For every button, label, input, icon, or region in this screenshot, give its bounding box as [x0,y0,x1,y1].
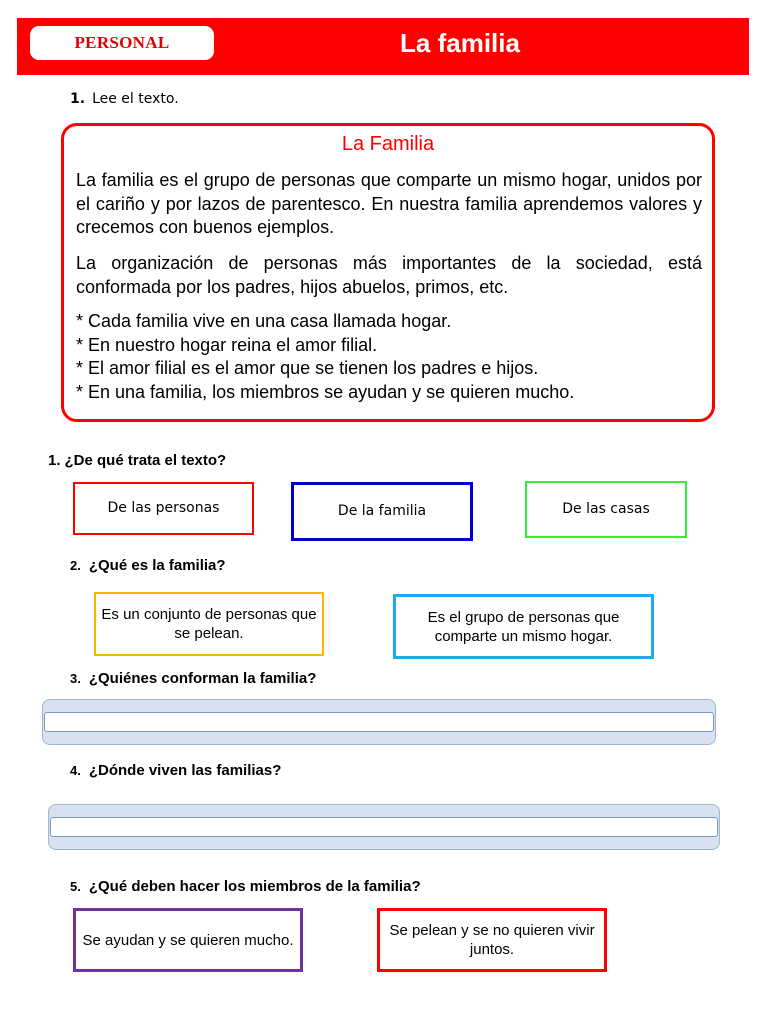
answer-option[interactable]: De las personas [73,482,254,535]
answer-line-input[interactable] [50,817,718,837]
page-title: La familia [400,28,520,58]
question-number: 1. [48,452,61,469]
answer-option[interactable]: Se pelean y se no quieren vivir juntos. [377,908,607,972]
question-text: ¿De qué trata el texto? [64,452,227,469]
question-number: 2. [70,558,81,573]
question-1 [48,452,226,469]
answer-option[interactable]: De las casas [525,481,687,538]
instruction [70,91,179,107]
question-text: ¿Dónde viven las familias? [88,762,282,779]
question-text: ¿Quiénes conforman la familia? [88,670,317,687]
reading-title: La Familia [341,133,435,155]
subject-label: PERSONAL [74,33,170,52]
instruction-text: Lee el texto. [92,91,179,107]
answer-option[interactable]: Es el grupo de personas que comparte un mismo hogar. [393,594,654,659]
bullet-item: * En nuestro hogar reina el amor filial. [76,334,378,355]
question-number: 3. [70,671,81,686]
reading-paragraph: La organización de personas más importantes de la sociedad, está conformada por los padres, hijos abuelos, primos, etc. [76,253,702,297]
subject-badge [30,26,214,60]
question-number: 4. [70,763,81,778]
question-5 [70,878,421,895]
answer-option[interactable]: De la familia [291,482,473,541]
reading-paragraph: La familia es el grupo de personas que comparte un mismo hogar, unidos por el cariño y por lazos de parentesco. En nuestra familia aprendemos valores y crecemos con buenos ejemplos. [76,170,702,237]
bullet-item: * Cada familia vive en una casa llamada hogar. [76,311,452,331]
reading-bullet-list [76,310,706,404]
instruction-number: 1. [70,91,86,107]
question-3 [70,670,316,687]
question-number: 5. [70,879,81,894]
question-text: ¿Qué es la familia? [88,557,226,574]
bullet-item: * En una familia, los miembros se ayudan y se quieren mucho. [76,381,575,402]
answer-line-input[interactable] [44,712,714,732]
question-4 [70,762,281,779]
question-text: ¿Qué deben hacer los miembros de la familia? [88,878,421,895]
bullet-item: * El amor filial es el amor que se tienen los padres e hijos. [76,358,539,378]
question-2 [70,557,226,574]
answer-option[interactable]: Se ayudan y se quieren mucho. [73,908,303,972]
answer-option[interactable]: Es un conjunto de personas que se pelean. [94,592,324,656]
